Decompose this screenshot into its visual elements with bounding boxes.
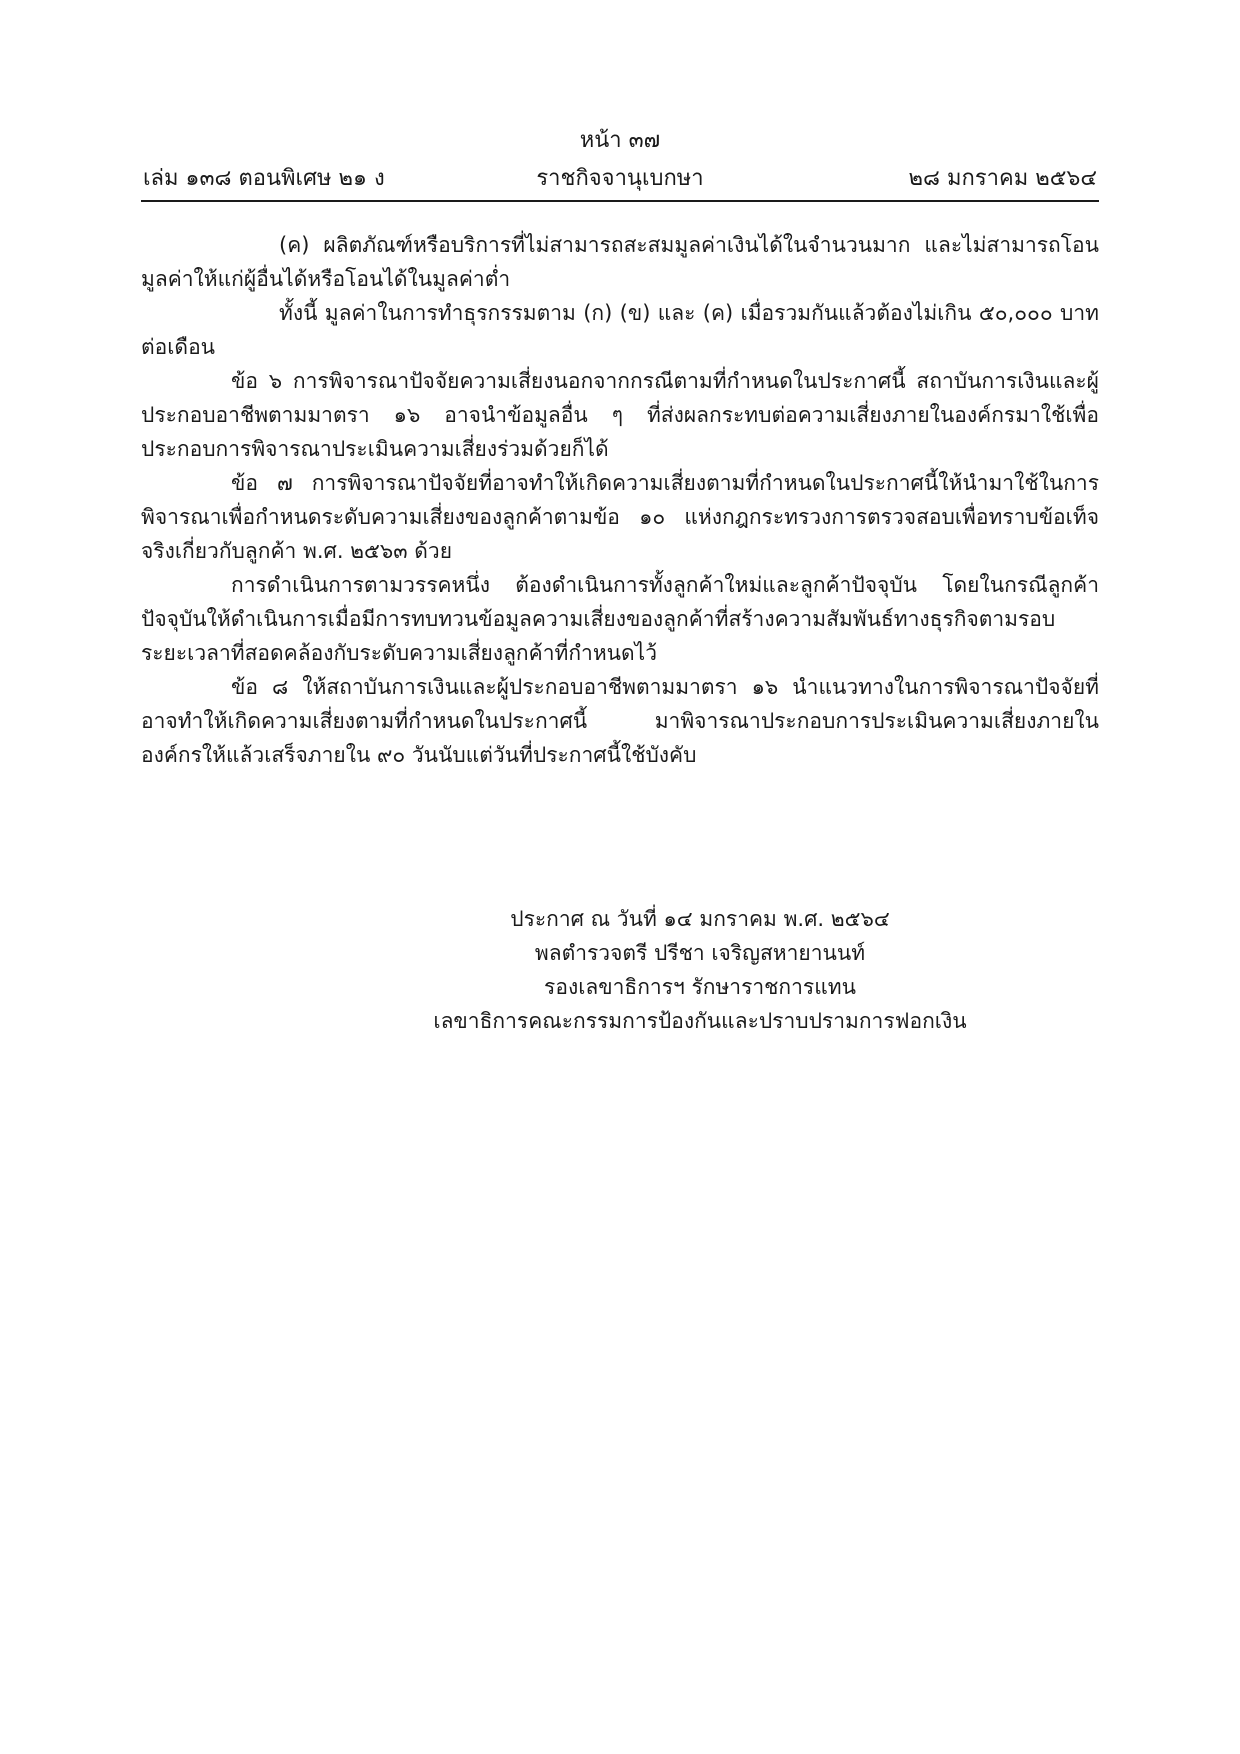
page-number: หน้า ๓๗ <box>579 128 661 153</box>
publication-date: ๒๘ มกราคม ๒๕๖๔ <box>908 166 1097 191</box>
document-body <box>141 228 1099 772</box>
paragraph-clause-7: ข้อ ๗ การพิจารณาปัจจัยที่อาจทำให้เกิดความเสี่ยงตามที่กำหนดในประกาศนี้ให้นำมาใช้ในการพิจารณาเพื่อกำหนดระดับความเสี่ยงของลูกค้าตามข้อ ๑๐ แห่งกฎกระทรวงการตรวจสอบเพื่อทราบข้อเท็จจริงเกี่ยวกับลูกค้า พ.ศ. ๒๕๖๓ ด้วย <box>141 471 1099 563</box>
paragraph-value-limit: ทั้งนี้ มูลค่าในการทำธุรกรรมตาม (ก) (ข) และ (ค) เมื่อรวมกันแล้วต้องไม่เกิน ๕๐,๐๐๐ บาท ต่อเดือน <box>141 301 1099 359</box>
signatory-office: เลขาธิการคณะกรรมการป้องกันและปราบปรามการฟอกเงิน <box>433 1009 967 1033</box>
signatory-position: รองเลขาธิการฯ รักษาราชการแทน <box>544 975 856 999</box>
gazette-header <box>143 164 1097 196</box>
paragraph-clause-6: ข้อ ๖ การพิจารณาปัจจัยความเสี่ยงนอกจากกรณีตามที่กำหนดในประกาศนี้ สถาบันการเงินและผู้ประกอบอาชีพตามมาตรา ๑๖ อาจนำข้อมูลอื่น ๆ ที่ส่งผลกระทบต่อความเสี่ยงภายในองค์กรมาใช้เพื่อประกอบการพิจารณาประเมินความเสี่ยงร่วมด้วยก็ได้ <box>141 369 1099 461</box>
announcement-date: ประกาศ ณ วันที่ ๑๔ มกราคม พ.ศ. ๒๕๖๔ <box>510 907 890 931</box>
signatory-name: พลตำรวจตรี ปรีชา เจริญสหายานนท์ <box>534 941 866 965</box>
signature-block <box>400 902 1000 1038</box>
paragraph-item-c: (ค) ผลิตภัณฑ์หรือบริการที่ไม่สามารถสะสมมูลค่าเงินได้ในจำนวนมาก และไม่สามารถโอนมูลค่าให้แก่ผู้อื่นได้หรือโอนได้ในมูลค่าต่ำ <box>141 233 1099 291</box>
volume-issue: เล่ม ๑๓๘ ตอนพิเศษ ๒๑ ง <box>143 166 385 191</box>
paragraph-clause-8: ข้อ ๘ ให้สถาบันการเงินและผู้ประกอบอาชีพตามมาตรา ๑๖ นำแนวทางในการพิจารณาปัจจัยที่อาจทำให้เกิดความเสี่ยงตามที่กำหนดในประกาศนี้ มาพิจารณาประกอบการประเมินความเสี่ยงภายในองค์กรให้แล้วเสร็จภายใน ๙๐ วันนับแต่วันที่ประกาศนี้ใช้บังคับ <box>141 675 1099 767</box>
gazette-title: ราชกิจจานุเบกษา <box>536 166 704 191</box>
paragraph-clause-7-second: การดำเนินการตามวรรคหนึ่ง ต้องดำเนินการทั้งลูกค้าใหม่และลูกค้าปัจจุบัน โดยในกรณีลูกค้าปัจจุบันให้ดำเนินการเมื่อมีการทบทวนข้อมูลความเสี่ยงของลูกค้าที่สร้างความสัมพันธ์ทางธุรกิจตามรอบระยะเวลาที่สอดคล้องกับระดับความเสี่ยงลูกค้าที่กำหนดไว้ <box>141 573 1099 665</box>
header-divider <box>141 200 1099 202</box>
